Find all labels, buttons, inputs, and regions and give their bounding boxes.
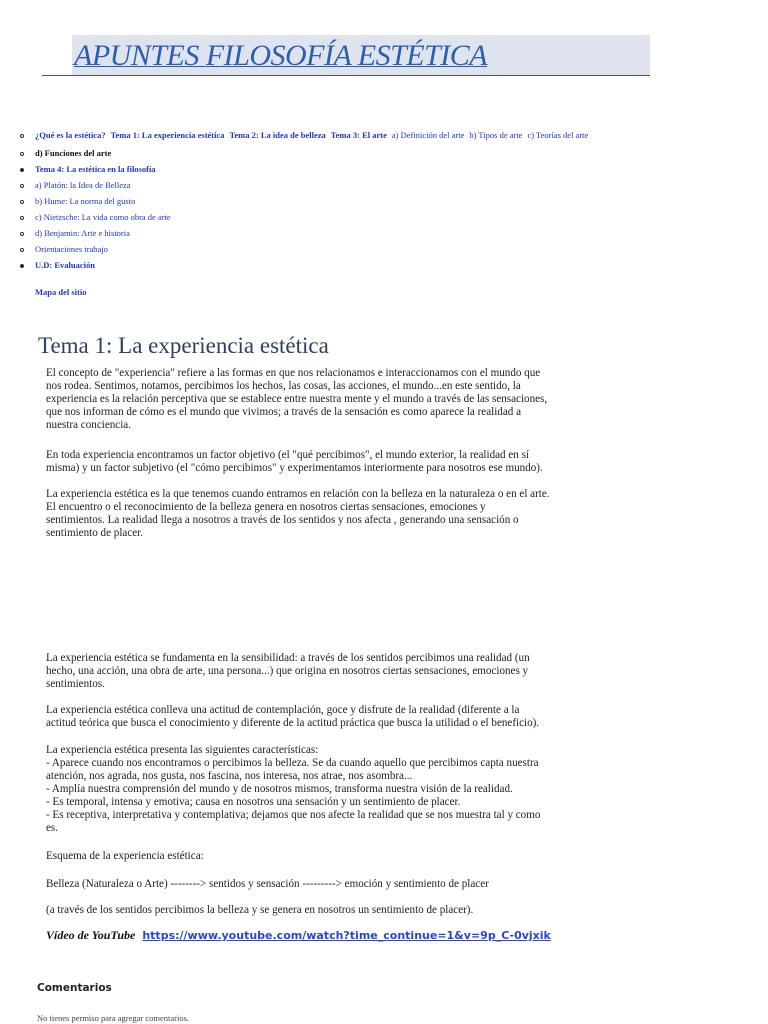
youtube-label: Vídeo de YouTube (46, 928, 136, 942)
filled-bullet-icon (20, 168, 24, 172)
text-line: sentimientos. (46, 678, 105, 690)
nav-link[interactable]: b) Hume: La norma del gusto (35, 196, 136, 206)
nav-link[interactable]: c) Nietzsche: La vida como obra de arte (35, 212, 171, 222)
nav-link[interactable]: d) Funciones del arte (35, 148, 112, 158)
nav-links (35, 164, 161, 174)
hollow-bullet-icon (20, 216, 24, 220)
text-line: El concepto de "experiencia" refiere a las formas en que nos relacionamos e interaccionamos con el mundo que (46, 367, 541, 379)
nav-link[interactable]: Tema 1: La experiencia estética (110, 130, 225, 140)
nav-links (35, 260, 100, 270)
text-line: experiencia es la relación perceptiva que se establece entre nuestra mente y el mundo a través de las sensaciones, (46, 393, 548, 405)
text-line: - Es receptiva, interpretativa y contemplativa; dejamos que nos afecte la realidad que se nos muestra tal y como (46, 809, 541, 821)
text-line: que nos informan de cómo es el mundo que vivimos; a través de la sensación es como aparece la realidad a (46, 406, 522, 418)
nav-links (35, 228, 135, 238)
text-line: La experiencia estética conlleva una actitud de contemplación, goce y disfrute de la realidad (diferente a la (46, 704, 520, 716)
page-title: Tema 1: La experiencia estética (38, 333, 329, 358)
paragraph-factors (46, 449, 576, 475)
text-line: Esquema de la experiencia estética: (46, 850, 204, 862)
paragraph-sensibility (46, 652, 576, 691)
text-line: El encuentro o el reconocimiento de la belleza genera en nosotros ciertas sensaciones, emociones y (46, 501, 486, 513)
paragraph-scheme-title (46, 850, 576, 863)
text-line: La experiencia estética es la que tenemos cuando entramos en relación con la belleza en la naturaleza o en el arte. (46, 488, 550, 500)
nav-link[interactable]: Tema 3: El arte (330, 130, 387, 140)
paragraph-scheme-note (46, 904, 576, 917)
youtube-link[interactable]: https://www.youtube.com/watch?time_continue=1&v=9p_C-0vjxik (142, 929, 551, 942)
hollow-bullet-icon (20, 232, 24, 236)
nav-link[interactable]: a) Platón: la Idea de Belleza (35, 180, 131, 190)
paragraph-aesthetic-experience (46, 488, 576, 540)
paragraph-attitude (46, 704, 576, 730)
nav-links (35, 244, 113, 254)
site-title[interactable]: APUNTES FILOSOFÍA ESTÉTICA (74, 39, 488, 72)
nav-links (35, 130, 593, 140)
nav-link[interactable]: U.D: Evaluación (35, 260, 95, 270)
nav-link[interactable]: Tema 2: La idea de belleza (229, 130, 326, 140)
paragraph-characteristics (46, 744, 576, 835)
text-line: Belleza (Naturaleza o Arte) --------> sentidos y sensación ---------> emoción y sentimiento de placer (46, 878, 489, 890)
hollow-bullet-icon (20, 152, 24, 156)
text-line: es. (46, 822, 59, 834)
nav-link[interactable]: d) Benjamin: Arte e historia (35, 228, 130, 238)
text-line: - Amplía nuestra comprensión del mundo y de nosotros mismos, transforma nuestra visión de la realidad. (46, 783, 513, 795)
text-line: actitud teórica que busca el conocimiento y diferente de la actitud práctica que busca la utilidad o el beneficio). (46, 717, 540, 729)
text-line: - Es temporal, intensa y emotiva; causa en nosotros una sensación y un sentimiento de placer. (46, 796, 461, 808)
text-line: atención, nos agrada, nos gusta, nos fascina, nos interesa, nos atrae, nos asombra... (46, 770, 413, 782)
text-line: sentimientos. La realidad llega a nosotros a través de los sentidos y nos afecta , generando una sensación o (46, 514, 519, 526)
header-divider (42, 75, 650, 76)
sitemap-link[interactable]: Mapa del sitio (35, 287, 87, 297)
filled-bullet-icon (20, 264, 24, 268)
nav-link[interactable]: Tema 4: La estética en la filosofía (35, 164, 156, 174)
text-line: (a través de los sentidos percibimos la belleza y se genera en nosotros un sentimiento de placer). (46, 904, 474, 916)
text-line: sentimiento de placer. (46, 527, 144, 539)
paragraph-scheme (46, 878, 576, 891)
text-line: La experiencia estética se fundamenta en la sensibilidad: a través de los sentidos percibimos una realidad (un (46, 652, 530, 664)
nav-links (35, 148, 116, 158)
hollow-bullet-icon (20, 134, 24, 138)
text-line: En toda experiencia encontramos un factor objetivo (el "qué percibimos", el mundo exterior, la realidad en sí (46, 449, 530, 461)
nav-links (35, 196, 140, 206)
hollow-bullet-icon (20, 248, 24, 252)
nav-link[interactable]: c) Teorías del arte (527, 130, 589, 140)
nav-link[interactable]: Orientaciones trabajo (35, 244, 108, 254)
text-line: nuestra conciencia. (46, 419, 132, 431)
text-line: hecho, una acción, una obra de arte, una persona...) que origina en nosotros ciertas sensaciones, emociones y (46, 665, 529, 677)
hollow-bullet-icon (20, 184, 24, 188)
nav-link[interactable]: b) Tipos de arte (469, 130, 523, 140)
text-line: - Aparece cuando nos encontramos o percibimos la belleza. Se da cuando aquello que percibimos capta nuestra (46, 757, 539, 769)
youtube-line (46, 928, 551, 943)
paragraph-concept (46, 367, 576, 432)
nav-links (35, 212, 176, 222)
nav-link[interactable]: ¿Qué es la estética? (35, 130, 106, 140)
comments-notice: No tienes permiso para agregar comentarios. (37, 1013, 189, 1023)
comments-title: Comentarios (37, 982, 112, 994)
text-line: La experiencia estética presenta las siguientes características: (46, 744, 319, 756)
nav-link[interactable]: a) Definición del arte (391, 130, 465, 140)
text-line: nos rodea. Sentimos, notamos, percibimos los hechos, las cosas, las acciones, el mundo...en este sentido, la (46, 380, 521, 392)
hollow-bullet-icon (20, 200, 24, 204)
nav-links (35, 180, 136, 190)
text-line: misma) y un factor subjetivo (el "cómo percibimos" y experimentamos interiormente para nosotros ese mundo). (46, 462, 543, 474)
